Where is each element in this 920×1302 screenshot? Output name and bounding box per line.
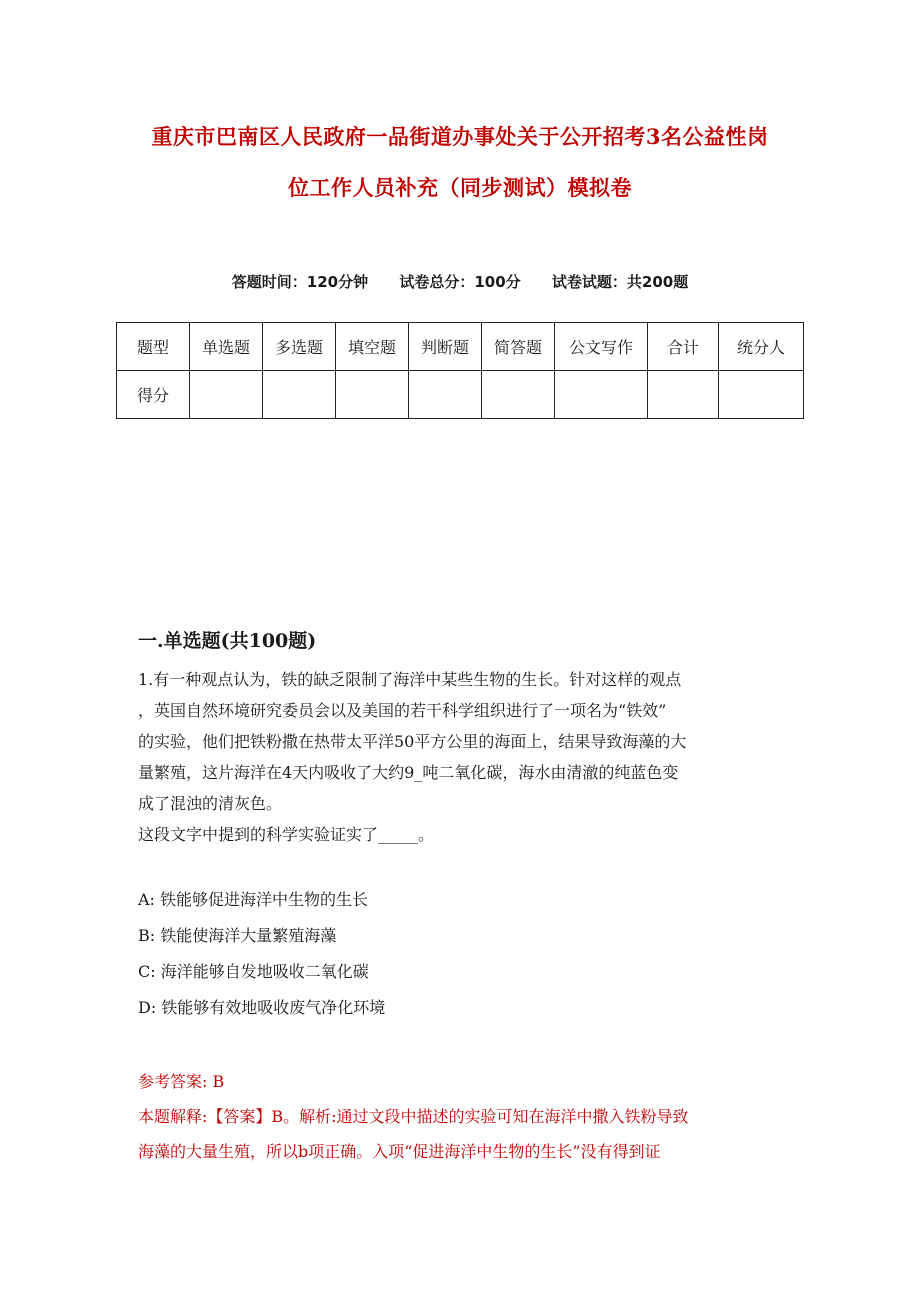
reference-answer: 参考答案: B bbox=[138, 1072, 225, 1091]
question-text-line: 1.有一种观点认为，铁的缺乏限制了海洋中某些生物的生长。针对这样的观点 bbox=[138, 670, 682, 689]
question-text-line: 的实验，他们把铁粉撒在热带太平洋50平方公里的海面上，结果导致海藻的大 bbox=[138, 732, 687, 751]
score-table-header: 题型 bbox=[117, 323, 190, 371]
score-table-header: 简答题 bbox=[482, 323, 555, 371]
question-text-line: ，英国自然环境研究委员会以及美国的若干科学组织进行了一项名为“铁效” bbox=[138, 701, 667, 720]
score-cell bbox=[648, 371, 719, 419]
score-cell bbox=[336, 371, 409, 419]
score-table-header: 填空题 bbox=[336, 323, 409, 371]
option-a: A: 铁能够促进海洋中生物的生长 bbox=[138, 890, 369, 909]
explanation-line: 海藻的大量生殖，所以b项正确。入项“促进海洋中生物的生长”没有得到证 bbox=[138, 1142, 661, 1161]
score-table bbox=[116, 322, 804, 419]
document-title-line1: 重庆市巴南区人民政府一品街道办事处关于公开招考3名公益性岗 bbox=[151, 124, 769, 149]
score-table-header: 多选题 bbox=[263, 323, 336, 371]
question-prompt: 这段文字中提到的科学实验证实了_____。 bbox=[138, 825, 435, 844]
score-table-header: 统分人 bbox=[719, 323, 804, 371]
section-heading: 一.单选题(共100题) bbox=[138, 630, 317, 652]
option-d: D: 铁能够有效地吸收废气净化环境 bbox=[138, 998, 386, 1017]
score-table-header: 合计 bbox=[648, 323, 719, 371]
score-table-header: 判断题 bbox=[409, 323, 482, 371]
question-1-stem bbox=[138, 664, 788, 850]
score-table-header: 单选题 bbox=[190, 323, 263, 371]
score-cell bbox=[719, 371, 804, 419]
question-1-answer bbox=[138, 1064, 788, 1169]
score-cell bbox=[190, 371, 263, 419]
question-1-options bbox=[138, 882, 385, 1026]
exam-total-score: 试卷总分：100分 bbox=[399, 273, 521, 291]
option-b: B: 铁能使海洋大量繁殖海藻 bbox=[138, 926, 337, 945]
score-cell bbox=[482, 371, 555, 419]
score-table-header-row bbox=[117, 323, 804, 371]
exam-question-count: 试卷试题：共200题 bbox=[551, 273, 689, 291]
score-cell bbox=[263, 371, 336, 419]
score-table-score-row bbox=[117, 371, 804, 419]
score-cell bbox=[555, 371, 648, 419]
score-table-header: 公文写作 bbox=[555, 323, 648, 371]
explanation-line: 本题解释:【答案】B。解析:通过文段中描述的实验可知在海洋中撒入铁粉导致 bbox=[138, 1107, 689, 1126]
question-text-line: 成了混浊的清灰色。 bbox=[138, 794, 283, 813]
question-text-line: 量繁殖，这片海洋在4天内吸收了大约9_吨二氧化碳，海水由清澈的纯蓝色变 bbox=[138, 763, 679, 782]
exam-meta bbox=[0, 271, 920, 292]
score-row-label: 得分 bbox=[117, 371, 190, 419]
score-cell bbox=[409, 371, 482, 419]
option-c: C: 海洋能够自发地吸收二氧化碳 bbox=[138, 962, 369, 981]
document-title-line2: 位工作人员补充（同步测试）模拟卷 bbox=[288, 175, 632, 200]
exam-time: 答题时间：120分钟 bbox=[231, 273, 369, 291]
